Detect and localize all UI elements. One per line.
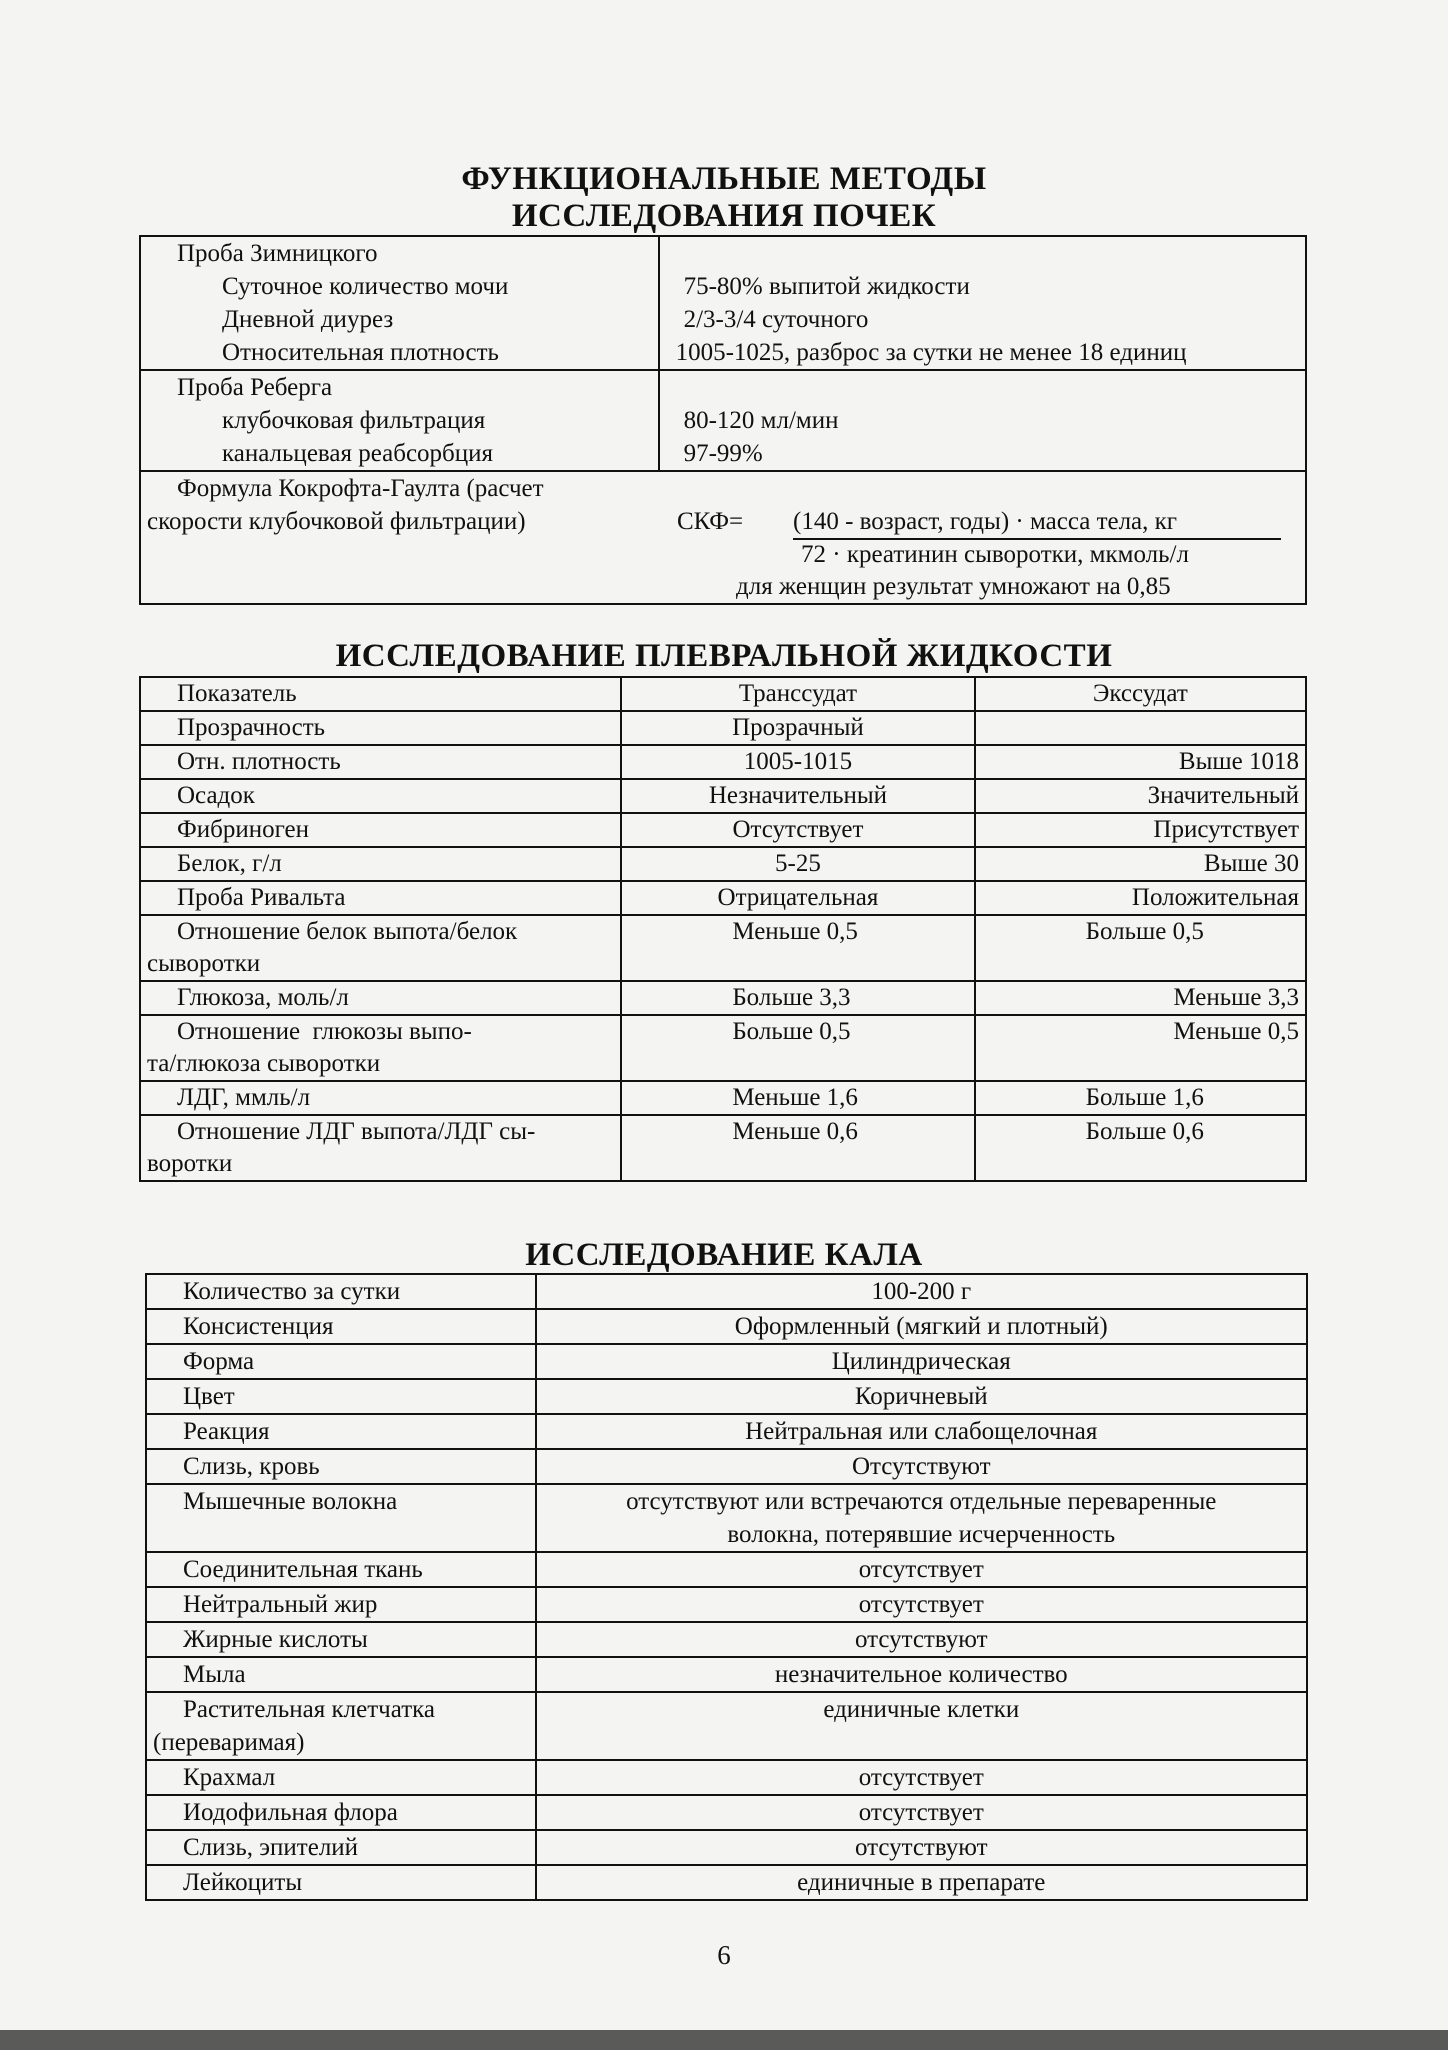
row-value: отсутствует	[536, 1587, 1307, 1622]
feces-title: ИССЛЕДОВАНИЕ КАЛА	[525, 1237, 923, 1273]
row-value: отсутствуют или встречаются отдельные переваренные	[626, 1488, 1217, 1515]
formula-lhs: СКФ=	[677, 508, 744, 535]
table-row	[140, 813, 1306, 847]
row-transudate: Меньше 0,5	[732, 918, 858, 945]
row-exudate: Больше 0,6	[1085, 1118, 1204, 1145]
table-row	[146, 1795, 1307, 1830]
row-transudate: Больше 0,5	[732, 1018, 851, 1045]
row-label: Реакция	[183, 1418, 270, 1445]
cockcroft-heading-line2: скорости клубочковой фильтрации)	[147, 508, 526, 535]
zimnitsky-label: Дневной диурез	[222, 306, 394, 333]
row-transudate: Отсутствует	[621, 813, 974, 847]
row-transudate: Меньше 1,6	[732, 1084, 858, 1111]
row-param: Отн. плотность	[177, 748, 341, 775]
pleural-table	[139, 676, 1307, 1182]
row-transudate: 5-25	[621, 847, 974, 881]
row-value: Цилиндрическая	[536, 1344, 1307, 1379]
row-transudate: Прозрачный	[621, 711, 974, 745]
table-row	[140, 779, 1306, 813]
table-row	[146, 1309, 1307, 1344]
row-label: Растительная клетчатка	[183, 1696, 435, 1723]
row-param: Осадок	[177, 782, 255, 809]
table-row	[140, 847, 1306, 881]
row-value: единичные клетки	[536, 1692, 1307, 1760]
reberg-value: 80-120 мл/мин	[683, 407, 839, 434]
row-value: отсутствуют	[536, 1830, 1307, 1865]
row-param: Отношение ЛДГ выпота/ЛДГ сы-	[177, 1118, 536, 1145]
row-label: Цвет	[183, 1383, 235, 1410]
row-exudate: Меньше 0,5	[975, 1015, 1306, 1081]
table-row	[140, 745, 1306, 779]
scan-edge	[0, 2030, 1448, 2050]
formula-numerator: (140 - возраст, годы) · масса тела, кг	[793, 508, 1178, 535]
row-transudate: Меньше 0,6	[732, 1118, 858, 1145]
header-param: Показатель	[177, 680, 297, 707]
row-value: отсутствуют	[536, 1622, 1307, 1657]
row-exudate: Больше 0,5	[1085, 918, 1204, 945]
row-value: отсутствует	[536, 1552, 1307, 1587]
row-param-cont: воротки	[147, 1150, 233, 1177]
cockcroft-block	[140, 471, 1306, 604]
row-label: Слизь, эпителий	[183, 1834, 359, 1861]
row-param-cont: сыворотки	[147, 950, 261, 977]
table-row	[146, 1414, 1307, 1449]
row-value: отсутствует	[536, 1760, 1307, 1795]
row-label: Жирные кислоты	[183, 1626, 368, 1653]
row-label: Крахмал	[183, 1764, 276, 1791]
reberg-label: клубочковая фильтрация	[222, 407, 486, 434]
row-exudate: Присутствует	[975, 813, 1306, 847]
reberg-label: канальцевая реабсорбция	[222, 440, 494, 467]
row-transudate: Отрицательная	[621, 881, 974, 915]
zimnitsky-value: 1005-1025, разброс за сутки не менее 18 единиц	[675, 339, 1187, 366]
table-row	[140, 881, 1306, 915]
table-row	[146, 1344, 1307, 1379]
row-value-cont: волокна, потерявшие исчерченность	[727, 1521, 1116, 1548]
row-value: Коричневый	[536, 1379, 1307, 1414]
table-row	[146, 1379, 1307, 1414]
reberg-value: 97-99%	[683, 440, 763, 467]
table-row	[146, 1760, 1307, 1795]
header-exudate: Экссудат	[975, 677, 1306, 711]
table-row	[146, 1865, 1307, 1900]
row-value: Отсутствуют	[536, 1449, 1307, 1484]
row-value: 100-200 г	[536, 1274, 1307, 1309]
row-label-cont: (переваримая)	[153, 1729, 305, 1756]
row-param: ЛДГ, ммль/л	[177, 1084, 311, 1111]
pleural-title: ИССЛЕДОВАНИЕ ПЛЕВРАЛЬНОЙ ЖИДКОСТИ	[335, 638, 1113, 674]
kidney-title-line1: ФУНКЦИОНАЛЬНЫЕ МЕТОДЫ	[461, 161, 987, 197]
row-exudate: Выше 1018	[975, 745, 1306, 779]
table-row	[146, 1274, 1307, 1309]
zimnitsky-label: Относительная плотность	[222, 339, 499, 366]
row-param-cont: та/глюкоза сыворотки	[147, 1050, 381, 1077]
table-row	[146, 1622, 1307, 1657]
row-exudate: Больше 1,6	[1085, 1084, 1204, 1111]
row-value: единичные в препарате	[536, 1865, 1307, 1900]
reberg-block	[140, 370, 1306, 471]
row-param: Прозрачность	[177, 714, 326, 741]
zimnitsky-block	[140, 236, 1306, 370]
table-row	[140, 915, 1306, 981]
table-row	[146, 1484, 1307, 1552]
table-row	[140, 1015, 1306, 1081]
page-number: 6	[717, 1940, 731, 1970]
formula-denominator: 72 · креатинин сыворотки, мкмоль/л	[801, 541, 1189, 568]
table-header-row	[140, 677, 1306, 711]
row-label: Консистенция	[183, 1313, 334, 1340]
row-exudate	[975, 711, 1306, 745]
table-row	[146, 1657, 1307, 1692]
zimnitsky-heading: Проба Зимницкого	[177, 240, 378, 267]
row-label: Форма	[183, 1348, 255, 1375]
row-exudate: Значительный	[975, 779, 1306, 813]
table-row	[140, 1115, 1306, 1181]
row-param: Отношение глюкозы выпо-	[177, 1018, 472, 1045]
cockcroft-heading-line1: Формула Кокрофта-Гаулта (расчет	[177, 475, 544, 502]
table-row	[140, 981, 1306, 1015]
row-value: незначительное количество	[536, 1657, 1307, 1692]
row-transudate: 1005-1015	[621, 745, 974, 779]
zimnitsky-label: Суточное количество мочи	[222, 273, 509, 300]
row-label: Количество за сутки	[183, 1278, 401, 1305]
row-param: Белок, г/л	[177, 850, 282, 877]
row-param: Фибриноген	[177, 816, 310, 843]
formula-note: для женщин результат умножают на 0,85	[736, 573, 1171, 600]
zimnitsky-value: 2/3-3/4 суточного	[683, 306, 869, 333]
row-label: Иодофильная флора	[183, 1799, 398, 1826]
row-label: Нейтральный жир	[183, 1591, 378, 1618]
row-label: Мышечные волокна	[183, 1488, 398, 1515]
row-label: Соединительная ткань	[183, 1556, 423, 1583]
row-label: Мыла	[183, 1661, 246, 1688]
reberg-heading: Проба Реберга	[177, 374, 333, 401]
row-exudate: Выше 30	[975, 847, 1306, 881]
row-transudate: Больше 3,3	[732, 984, 851, 1011]
zimnitsky-value: 75-80% выпитой жидкости	[683, 273, 970, 300]
row-exudate: Положительная	[975, 881, 1306, 915]
row-label: Слизь, кровь	[183, 1453, 320, 1480]
table-row	[140, 1081, 1306, 1115]
row-param: Глюкоза, моль/л	[177, 984, 349, 1011]
table-row	[146, 1692, 1307, 1760]
table-row	[146, 1449, 1307, 1484]
row-label: Лейкоциты	[183, 1869, 303, 1896]
table-row	[140, 711, 1306, 745]
row-exudate: Меньше 3,3	[975, 981, 1306, 1015]
row-transudate: Незначительный	[621, 779, 974, 813]
header-transudate: Транссудат	[621, 677, 974, 711]
feces-table	[145, 1273, 1308, 1901]
kidney-table	[139, 235, 1307, 605]
kidney-title-line2: ИССЛЕДОВАНИЯ ПОЧЕК	[511, 198, 937, 234]
table-row	[146, 1830, 1307, 1865]
row-param: Проба Ривальта	[177, 884, 346, 911]
table-row	[146, 1552, 1307, 1587]
row-value: Нейтральная или слабощелочная	[536, 1414, 1307, 1449]
row-param: Отношение белок выпота/белок	[177, 918, 518, 945]
table-row	[146, 1587, 1307, 1622]
row-value: отсутствует	[536, 1795, 1307, 1830]
row-value: Оформленный (мягкий и плотный)	[536, 1309, 1307, 1344]
